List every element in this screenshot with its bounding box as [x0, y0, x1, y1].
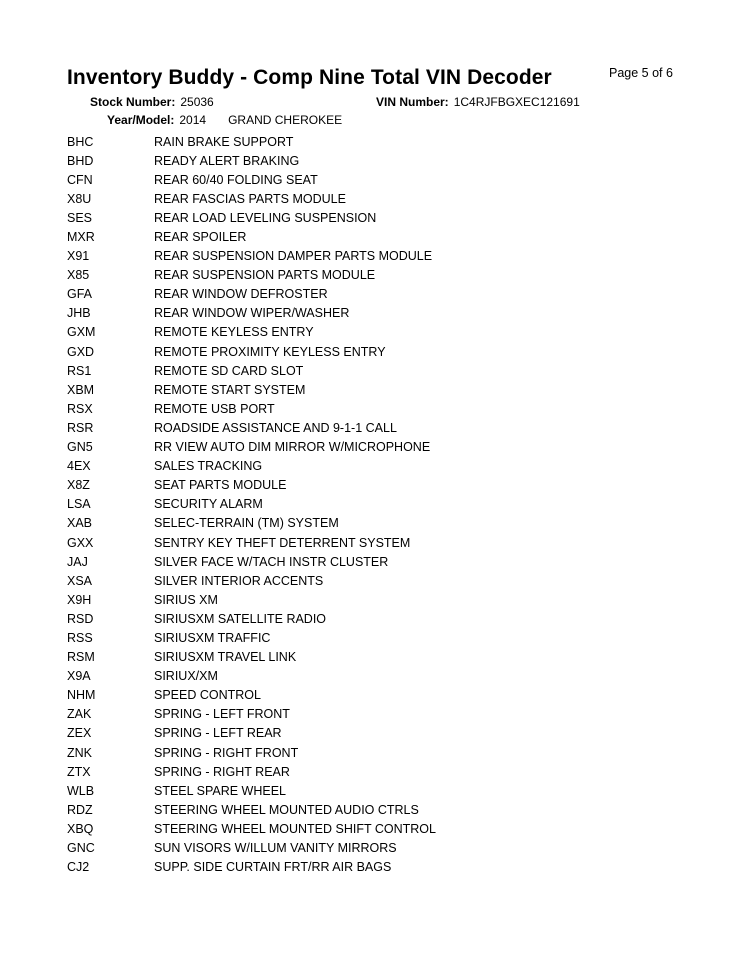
- option-description: READY ALERT BRAKING: [154, 153, 300, 168]
- list-item: [67, 533, 436, 552]
- option-description: SIRIUX/XM: [154, 669, 218, 684]
- option-code: X9A: [67, 669, 91, 684]
- option-description: STEERING WHEEL MOUNTED AUDIO CTRLS: [154, 802, 419, 817]
- option-code: XSA: [67, 573, 93, 588]
- option-description: SUPP. SIDE CURTAIN FRT/RR AIR BAGS: [154, 860, 392, 875]
- list-item: [67, 418, 436, 437]
- option-description: REAR FASCIAS PARTS MODULE: [154, 191, 346, 206]
- stock-number-label: Stock Number:: [90, 95, 176, 109]
- option-code: NHM: [67, 688, 96, 703]
- option-description: REAR 60/40 FOLDING SEAT: [154, 172, 318, 187]
- list-item: [67, 342, 436, 361]
- list-item: [67, 648, 436, 667]
- option-description: RR VIEW AUTO DIM MIRROR W/MICROPHONE: [154, 440, 431, 455]
- option-description: SILVER INTERIOR ACCENTS: [154, 573, 324, 588]
- vin-number: [376, 95, 580, 109]
- option-description: REAR SPOILER: [154, 230, 247, 245]
- option-code: XBM: [67, 382, 95, 397]
- option-code: GFA: [67, 287, 93, 302]
- option-description: SPEED CONTROL: [154, 688, 261, 703]
- option-code: MXR: [67, 230, 95, 245]
- year-model-label: Year/Model:: [107, 113, 175, 127]
- list-item: [67, 189, 436, 208]
- list-item: [67, 858, 436, 877]
- option-code: XBQ: [67, 821, 94, 836]
- option-description: SALES TRACKING: [154, 459, 263, 474]
- stock-number-value: 25036: [180, 95, 214, 109]
- list-item: [67, 514, 436, 533]
- option-code: SES: [67, 210, 93, 225]
- list-item: [67, 667, 436, 686]
- option-code: GN5: [67, 440, 93, 455]
- option-description: SPRING - RIGHT FRONT: [154, 745, 299, 760]
- option-description: SUN VISORS W/ILLUM VANITY MIRRORS: [154, 841, 397, 856]
- option-description: RAIN BRAKE SUPPORT: [154, 134, 294, 149]
- vin-number-value: 1C4RJFBGXEC121691: [453, 95, 580, 109]
- option-code: ZTX: [67, 764, 91, 779]
- stock-number: [90, 95, 214, 109]
- list-item: [67, 399, 436, 418]
- option-code: RDZ: [67, 802, 93, 817]
- option-code: RSR: [67, 420, 94, 435]
- vin-number-label: VIN Number:: [376, 95, 449, 109]
- option-code: JAJ: [67, 554, 88, 569]
- list-item: [67, 628, 436, 647]
- page-number: Page 5 of 6: [609, 66, 673, 80]
- option-description: SECURITY ALARM: [154, 497, 263, 512]
- option-description: ROADSIDE ASSISTANCE AND 9-1-1 CALL: [154, 420, 397, 435]
- option-code: 4EX: [67, 459, 91, 474]
- option-description: REAR SUSPENSION DAMPER PARTS MODULE: [154, 249, 433, 264]
- option-description: SEAT PARTS MODULE: [154, 478, 287, 493]
- option-code: GXX: [67, 535, 94, 550]
- option-code: JHB: [67, 306, 91, 321]
- option-description: REAR LOAD LEVELING SUSPENSION: [154, 210, 377, 225]
- option-description: SILVER FACE W/TACH INSTR CLUSTER: [154, 554, 389, 569]
- list-item: [67, 247, 436, 266]
- list-item: [67, 705, 436, 724]
- list-item: [67, 495, 436, 514]
- options-list: [67, 132, 436, 877]
- option-code: RSM: [67, 650, 95, 665]
- option-description: SPRING - LEFT REAR: [154, 726, 282, 741]
- list-item: [67, 208, 436, 227]
- list-item: [67, 552, 436, 571]
- option-code: CJ2: [67, 860, 90, 875]
- option-description: SENTRY KEY THEFT DETERRENT SYSTEM: [154, 535, 411, 550]
- option-code: CFN: [67, 172, 93, 187]
- option-description: STEEL SPARE WHEEL: [154, 783, 286, 798]
- option-code: BHC: [67, 134, 94, 149]
- option-code: X85: [67, 268, 90, 283]
- option-code: LSA: [67, 497, 91, 512]
- option-code: X91: [67, 249, 90, 264]
- option-code: WLB: [67, 783, 95, 798]
- option-description: REAR WINDOW WIPER/WASHER: [154, 306, 350, 321]
- option-description: REMOTE PROXIMITY KEYLESS ENTRY: [154, 344, 386, 359]
- option-description: STEERING WHEEL MOUNTED SHIFT CONTROL: [154, 821, 436, 836]
- list-item: [67, 266, 436, 285]
- year-value: 2014: [179, 113, 207, 127]
- list-item: [67, 438, 436, 457]
- option-code: ZNK: [67, 745, 92, 760]
- option-code: RSD: [67, 611, 94, 626]
- option-code: GNC: [67, 841, 95, 856]
- list-item: [67, 132, 436, 151]
- year-model: [107, 113, 342, 127]
- option-description: REMOTE KEYLESS ENTRY: [154, 325, 314, 340]
- list-item: [67, 590, 436, 609]
- option-code: X8Z: [67, 478, 90, 493]
- option-code: BHD: [67, 153, 94, 168]
- list-item: [67, 304, 436, 323]
- option-description: REMOTE SD CARD SLOT: [154, 363, 304, 378]
- option-code: GXD: [67, 344, 95, 359]
- option-code: X8U: [67, 191, 92, 206]
- option-description: SIRIUSXM SATELLITE RADIO: [154, 611, 327, 626]
- option-description: REMOTE START SYSTEM: [154, 382, 306, 397]
- option-description: SIRIUSXM TRAVEL LINK: [154, 650, 297, 665]
- list-item: [67, 743, 436, 762]
- list-item: [67, 819, 436, 838]
- list-item: [67, 380, 436, 399]
- option-code: RSX: [67, 401, 93, 416]
- option-code: ZAK: [67, 707, 92, 722]
- list-item: [67, 609, 436, 628]
- model-value: GRAND CHEROKEE: [228, 113, 343, 127]
- list-item: [67, 686, 436, 705]
- list-item: [67, 323, 436, 342]
- option-code: XAB: [67, 516, 93, 531]
- option-code: ZEX: [67, 726, 92, 741]
- list-item: [67, 571, 436, 590]
- option-description: REAR WINDOW DEFROSTER: [154, 287, 328, 302]
- list-item: [67, 361, 436, 380]
- list-item: [67, 457, 436, 476]
- option-description: SELEC-TERRAIN (TM) SYSTEM: [154, 516, 339, 531]
- list-item: [67, 227, 436, 246]
- option-description: SIRIUSXM TRAFFIC: [154, 630, 271, 645]
- option-code: RSS: [67, 630, 93, 645]
- option-description: REAR SUSPENSION PARTS MODULE: [154, 268, 376, 283]
- list-item: [67, 762, 436, 781]
- option-description: REMOTE USB PORT: [154, 401, 275, 416]
- list-item: [67, 724, 436, 743]
- list-item: [67, 476, 436, 495]
- option-description: SPRING - RIGHT REAR: [154, 764, 290, 779]
- list-item: [67, 781, 436, 800]
- option-description: SIRIUS XM: [154, 592, 218, 607]
- list-item: [67, 800, 436, 819]
- list-item: [67, 838, 436, 857]
- option-code: X9H: [67, 592, 92, 607]
- list-item: [67, 170, 436, 189]
- option-code: RS1: [67, 363, 92, 378]
- list-item: [67, 285, 436, 304]
- document-title: Inventory Buddy - Comp Nine Total VIN Decoder: [67, 66, 552, 89]
- option-description: SPRING - LEFT FRONT: [154, 707, 290, 722]
- list-item: [67, 151, 436, 170]
- option-code: GXM: [67, 325, 96, 340]
